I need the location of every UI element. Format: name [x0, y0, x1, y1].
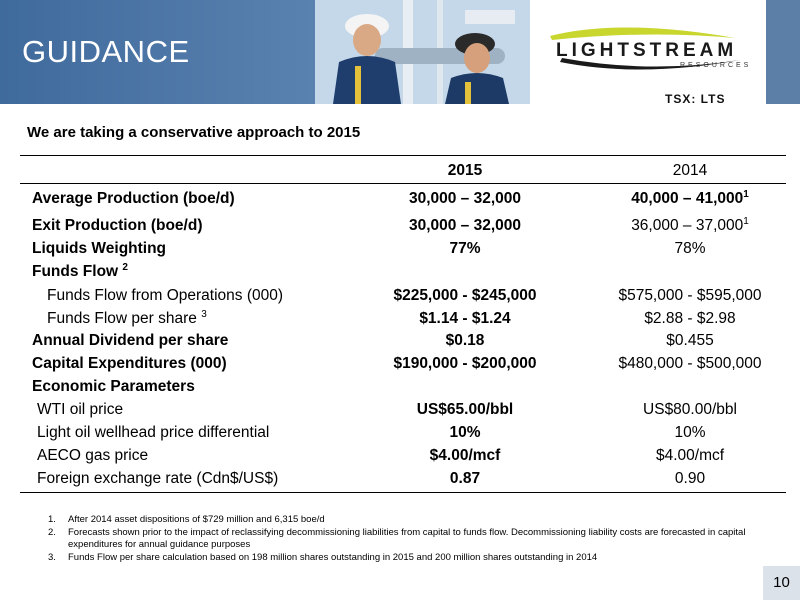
- table-row: [20, 263, 786, 285]
- row-label: Funds Flow per share $^3$: [47, 308, 207, 327]
- table-row: [20, 287, 786, 309]
- row-label: Average Production (boe/d): [32, 190, 235, 207]
- footnote-ref: 1: [743, 215, 749, 227]
- value-2015: 30,000 – 32,000: [408, 190, 522, 207]
- value-2014: $4.00/mcf: [655, 447, 725, 464]
- row-label: Funds Flow $^2$: [32, 261, 128, 280]
- table-row: [20, 378, 786, 400]
- slide-subtitle: We are taking a conservative approach to 2015: [27, 124, 361, 141]
- table-row: [20, 310, 786, 332]
- footnote-number: 1.: [48, 514, 56, 525]
- table-row: [20, 217, 786, 239]
- column-header-2014: 2014: [672, 162, 708, 179]
- page-title: GUIDANCE: [22, 34, 190, 69]
- row-label: Funds Flow from Operations (000): [47, 287, 284, 304]
- value-2015: $0.18: [445, 332, 485, 349]
- banner-right-strip: [766, 0, 800, 104]
- footnote-ref: 3: [201, 308, 207, 320]
- company-logo-sub: RESOURCES: [680, 62, 752, 69]
- value-2014: $2.88 - $2.98: [644, 310, 736, 327]
- company-logo-name: LIGHTSTREAM: [556, 40, 738, 61]
- value-2015: 30,000 – 32,000: [408, 217, 522, 234]
- table-row: [20, 424, 786, 446]
- footnote-item: [48, 527, 748, 552]
- footnote-item: [48, 552, 748, 565]
- value-2014: 78%: [674, 240, 706, 257]
- table-row: [20, 332, 786, 354]
- value-2015: $1.14 - $1.24: [419, 310, 511, 327]
- column-header-2015: 2015: [447, 162, 483, 179]
- table-row: [20, 447, 786, 469]
- footnote-text: After 2014 asset dispositions of $729 million and 6,315 boe/d: [68, 514, 325, 525]
- value-2015: $190,000 - $200,000: [393, 355, 537, 372]
- value-2015: $225,000 - $245,000: [393, 287, 537, 304]
- workers-photo: [315, 0, 530, 104]
- value-2014: 36,000 – 37,000$^1$: [631, 215, 749, 234]
- row-label: WTI oil price: [37, 401, 124, 418]
- footnote-number: 2.: [48, 526, 56, 538]
- row-label: Annual Dividend per share: [32, 332, 229, 349]
- value-2014: US$80.00/bbl: [643, 401, 737, 418]
- footnote-ref: 1: [743, 188, 749, 200]
- row-label: Economic Parameters: [32, 378, 195, 395]
- row-label: Exit Production (boe/d): [32, 217, 203, 234]
- logo-area: [530, 0, 766, 104]
- table-header-row: [20, 162, 786, 184]
- value-2014: $0.455: [666, 332, 714, 349]
- table-row: [20, 240, 786, 262]
- value-2015: 77%: [449, 240, 481, 257]
- row-label: AECO gas price: [37, 447, 149, 464]
- page-number: 10: [763, 566, 800, 600]
- table-row: [20, 470, 786, 492]
- row-label: Light oil wellhead price differential: [37, 424, 270, 441]
- row-label: Capital Expenditures (000): [32, 355, 227, 372]
- footnote-number: 3.: [48, 551, 56, 563]
- footnote-text: Funds Flow per share calculation based on 198 million shares outstanding in 2015 and 200 million shares outstanding in 2014: [68, 551, 598, 563]
- value-2015: 10%: [449, 424, 481, 441]
- table-row: [20, 401, 786, 423]
- value-2015: $4.00/mcf: [429, 447, 501, 464]
- workers-illustration: [315, 0, 530, 104]
- value-2014: 0.90: [674, 470, 706, 487]
- row-label: Liquids Weighting: [32, 240, 167, 257]
- table-bottom-rule: [20, 492, 786, 493]
- value-2014: 40,000 – 41,000$^1$: [631, 188, 749, 207]
- banner-blue-panel: [0, 0, 315, 104]
- value-2014: $575,000 - $595,000: [618, 287, 762, 304]
- table-top-rule: [20, 155, 786, 156]
- table-row: [20, 190, 786, 212]
- footnote-text: Forecasts shown prior to the impact of reclassifying decommissioning liabilities from capital to funds flow. Decommissioning liability costs are forecasted in capital expenditures for annual guidance purposes: [68, 526, 746, 550]
- header-banner: [0, 0, 800, 104]
- footnote-item: [48, 514, 748, 527]
- table-row: [20, 355, 786, 377]
- value-2015: US$65.00/bbl: [416, 401, 514, 418]
- value-2015: 0.87: [449, 470, 481, 487]
- footnotes: [48, 514, 748, 564]
- value-2014: 10%: [674, 424, 706, 441]
- value-2014: $480,000 - $500,000: [618, 355, 762, 372]
- footnote-ref: 2: [122, 261, 128, 273]
- row-label: Foreign exchange rate (Cdn$/US$): [37, 470, 279, 487]
- ticker-symbol: TSX: LTS: [665, 92, 726, 104]
